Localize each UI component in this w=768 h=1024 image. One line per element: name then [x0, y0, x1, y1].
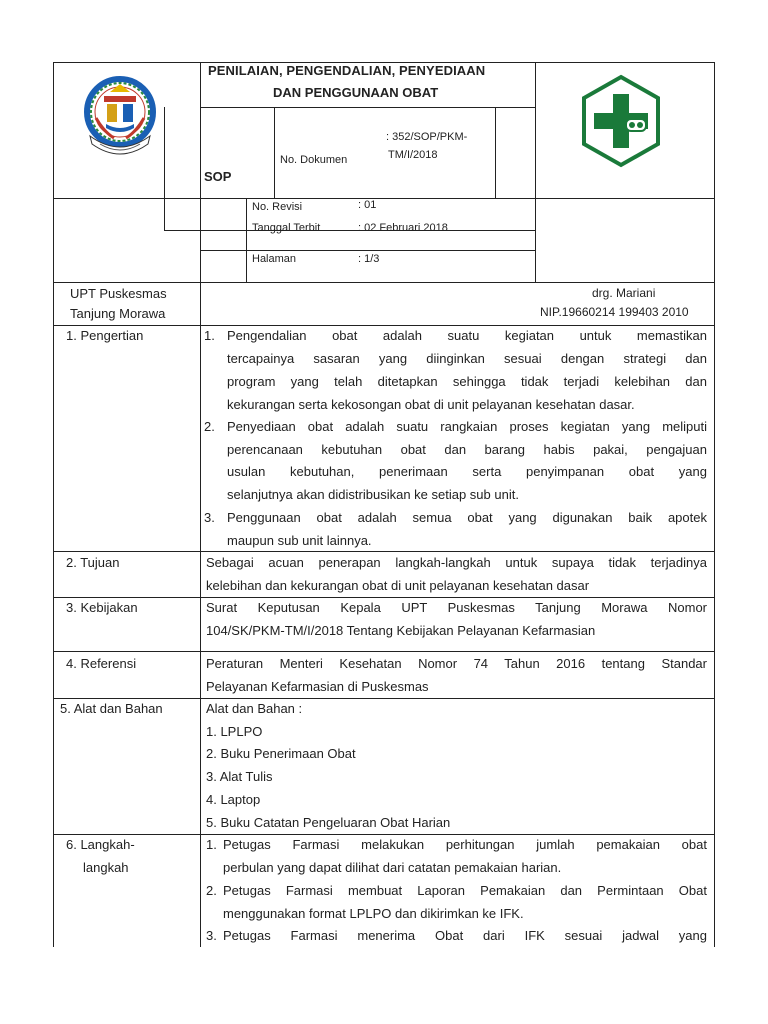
- langkah-item-3-number: 3.: [206, 928, 217, 943]
- halaman-label: Halaman: [252, 253, 297, 265]
- langkah-item-2-number: 2.: [206, 883, 217, 898]
- pengertian-item-1-line: program yang telah ditetapkan sehingga tidak terjadi kelebihan dan: [227, 374, 707, 389]
- langkah-label-line2: langkah: [83, 860, 129, 875]
- puskesmas-logo: [580, 74, 662, 168]
- kebijakan-line: 104/SK/PKM-TM/I/2018 Tentang Kebijakan Pelayanan Kefarmasian: [206, 623, 596, 638]
- document-title-line1: PENILAIAN, PENGENDALIAN, PENYEDIAAN: [208, 63, 486, 78]
- referensi-line: Pelayanan Kefarmasian di Puskesmas: [206, 679, 429, 694]
- pengertian-item-1-line: Pengendalian obat adalah suatu kegiatan untuk memastikan: [227, 328, 707, 343]
- tujuan-label: 2. Tujuan: [66, 555, 120, 570]
- pengertian-item-2-line: selanjutnya akan didistribusikan ke setiap sub unit.: [227, 487, 519, 502]
- alat-bahan-item: 3. Alat Tulis: [206, 769, 273, 784]
- langkah-item-1-line: perbulan yang dapat dilihat dari catatan pemakaian harian.: [223, 860, 562, 875]
- referensi-line: Peraturan Menteri Kesehatan Nomor 74 Tahun 2016 tentang Standar: [206, 656, 707, 671]
- alat-bahan-item: 4. Laptop: [206, 792, 261, 807]
- alat-bahan-item: 5. Buku Catatan Pengeluaran Obat Harian: [206, 815, 451, 830]
- langkah-item-1-number: 1.: [206, 837, 217, 852]
- no-dokumen-value-line1: : 352/SOP/PKM-: [386, 131, 468, 143]
- alat-bahan-intro: Alat dan Bahan :: [206, 701, 303, 716]
- langkah-item-3-line: Petugas Farmasi menerima Obat dari IFK sesuai jadwal yang: [223, 928, 707, 943]
- org-name-line1: UPT Puskesmas: [70, 286, 167, 301]
- langkah-item-1-line: Petugas Farmasi melakukan perhitungan jumlah pemakaian obat: [223, 837, 707, 852]
- pengertian-item-1-number: 1.: [204, 328, 215, 343]
- langkah-item-2-line: Petugas Farmasi membuat Laporan Pemakaian dan Permintaan Obat: [223, 883, 707, 898]
- no-dokumen-label: No. Dokumen: [280, 154, 348, 166]
- alat-bahan-item: 1. LPLPO: [206, 724, 263, 739]
- document-title-line2: DAN PENGGUNAAN OBAT: [273, 85, 439, 100]
- head-nip: NIP.19660214 199403 2010: [540, 305, 689, 319]
- referensi-label: 4. Referensi: [66, 656, 137, 671]
- pengertian-item-3-line: maupun sub unit lainnya.: [227, 533, 372, 548]
- tujuan-line: Sebagai acuan penerapan langkah-langkah untuk supaya tidak terjadinya: [206, 555, 707, 570]
- sop-label: SOP: [204, 169, 232, 184]
- tanggal-terbit-value: : 02 Februari 2018: [358, 222, 448, 234]
- pengertian-item-3-number: 3.: [204, 510, 215, 525]
- pengertian-item-2-line: usulan kebutuhan, penerimaan serta penyimpanan obat yang: [227, 464, 707, 479]
- org-name-line2: Tanjung Morawa: [70, 306, 166, 321]
- no-revisi-value: : 01: [358, 199, 377, 211]
- langkah-label-line1: 6. Langkah-: [66, 837, 135, 852]
- pengertian-item-1-line: tercapainya sasaran yang diinginkan sesuai dengan strategi dan: [227, 351, 707, 366]
- halaman-value: : 1/3: [358, 253, 380, 265]
- regional-emblem-logo: [74, 72, 166, 164]
- pengertian-item-2-line: perencanaan kebutuhan obat dan barang habis pakai, pengajuan: [227, 442, 707, 457]
- no-revisi-label: No. Revisi: [252, 201, 303, 213]
- pengertian-item-3-line: Penggunaan obat adalah semua obat yang digunakan baik apotek: [227, 510, 707, 525]
- tanggal-terbit-label: Tanggal Terbit: [252, 222, 321, 234]
- kebijakan-line: Surat Keputusan Kepala UPT Puskesmas Tanjung Morawa Nomor: [206, 600, 707, 615]
- pengertian-item-1-line: kekurangan serta kekosongan obat di unit pelayanan kesehatan dasar.: [227, 397, 635, 412]
- pengertian-label: 1. Pengertian: [66, 328, 144, 343]
- pengertian-item-2-number: 2.: [204, 419, 215, 434]
- kebijakan-label: 3. Kebijakan: [66, 600, 138, 615]
- langkah-item-2-line: menggunakan format LPLPO dan dikirimkan ke IFK.: [223, 906, 524, 921]
- alat-bahan-item: 2. Buku Penerimaan Obat: [206, 746, 356, 761]
- head-name: drg. Mariani: [592, 286, 656, 300]
- no-dokumen-value-line2: TM/I/2018: [388, 149, 438, 161]
- alat-bahan-label: 5. Alat dan Bahan: [60, 701, 163, 716]
- tujuan-line: kelebihan dan kekurangan obat di unit pelayanan kesehatan dasar: [206, 578, 590, 593]
- pengertian-item-2-line: Penyediaan obat adalah suatu rangkaian proses kegiatan yang meliputi: [227, 419, 707, 434]
